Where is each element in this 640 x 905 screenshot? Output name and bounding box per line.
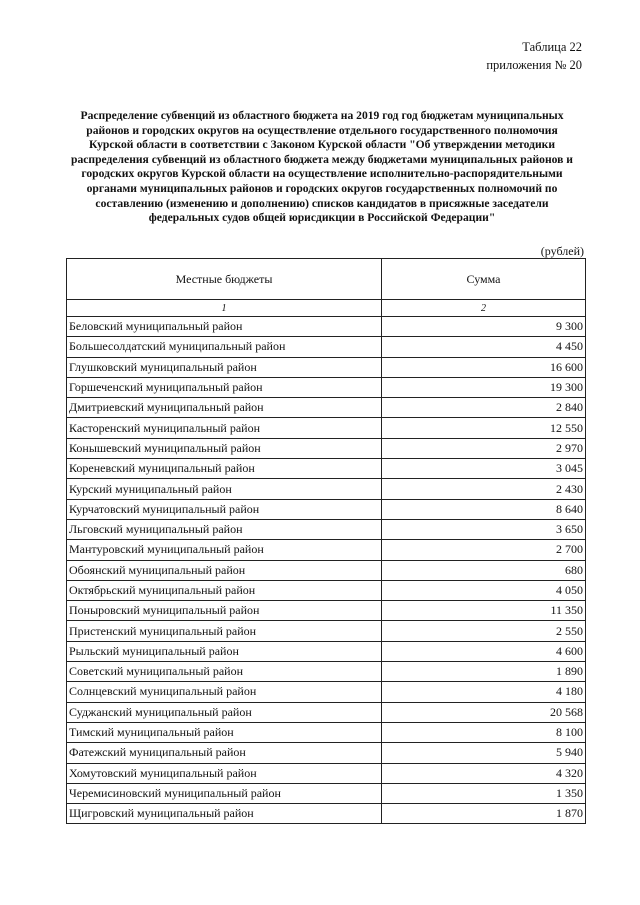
row-sum-value: 2 430 <box>382 479 586 499</box>
table-row <box>67 499 586 519</box>
row-sum-value: 4 450 <box>382 337 586 357</box>
row-budget-name: Касторенский муниципальный район <box>67 418 382 438</box>
row-budget-name: Октябрьский муниципальный район <box>67 580 382 600</box>
table-row <box>67 783 586 803</box>
row-sum-value: 3 650 <box>382 519 586 539</box>
row-budget-name: Горшеченский муниципальный район <box>67 377 382 397</box>
row-sum-value: 4 050 <box>382 580 586 600</box>
document-title <box>62 109 582 226</box>
row-sum-value: 20 568 <box>382 702 586 722</box>
row-sum-value: 8 640 <box>382 499 586 519</box>
row-budget-name: Курский муниципальный район <box>67 479 382 499</box>
table-row <box>67 763 586 783</box>
row-sum-value: 2 550 <box>382 621 586 641</box>
title-line: районов и городских округов на осуществление отдельного государственного полномочия <box>86 123 558 137</box>
row-budget-name: Беловский муниципальный район <box>67 317 382 337</box>
table-row <box>67 317 586 337</box>
row-sum-value: 5 940 <box>382 743 586 763</box>
table-row <box>67 722 586 742</box>
table-row <box>67 702 586 722</box>
table-row <box>67 580 586 600</box>
row-budget-name: Льговский муниципальный район <box>67 519 382 539</box>
row-sum-value: 12 550 <box>382 418 586 438</box>
table-number-label: Таблица 22 <box>522 40 582 54</box>
row-budget-name: Хомутовский муниципальный район <box>67 763 382 783</box>
table-row <box>67 519 586 539</box>
appendix-label: приложения № 20 <box>486 58 582 72</box>
row-budget-name: Большесолдатский муниципальный район <box>67 337 382 357</box>
title-line: Курской области в соответствии с Законом Курской области "Об утверждении методики <box>88 138 556 152</box>
row-budget-name: Конышевский муниципальный район <box>67 438 382 458</box>
table-row <box>67 601 586 621</box>
title-line: органами муниципальных районов и городских округов государственных полномочий по <box>86 181 558 195</box>
row-sum-value: 2 840 <box>382 398 586 418</box>
row-budget-name: Суджанский муниципальный район <box>67 702 382 722</box>
row-sum-value: 4 320 <box>382 763 586 783</box>
row-sum-value: 16 600 <box>382 357 586 377</box>
table-row <box>67 459 586 479</box>
column-number-row <box>67 300 586 317</box>
row-sum-value: 1 350 <box>382 783 586 803</box>
title-line: городских округов Курской области на осуществление исполнительно-распорядительными <box>81 167 563 181</box>
document-header <box>486 38 582 74</box>
table-row <box>67 804 586 824</box>
column-header-sum: Сумма <box>382 259 586 300</box>
table-row <box>67 743 586 763</box>
row-sum-value: 1 890 <box>382 662 586 682</box>
row-sum-value: 4 600 <box>382 641 586 661</box>
row-budget-name: Кореневский муниципальный район <box>67 459 382 479</box>
table-row <box>67 398 586 418</box>
unit-label: (рублей) <box>540 244 584 258</box>
row-sum-value: 4 180 <box>382 682 586 702</box>
title-line: Распределение субвенций из областного бюджета на 2019 год год бюджетам муниципальных <box>80 109 564 122</box>
table-row <box>67 560 586 580</box>
row-sum-value: 11 350 <box>382 601 586 621</box>
row-sum-value: 2 970 <box>382 438 586 458</box>
row-budget-name: Рыльский муниципальный район <box>67 641 382 661</box>
table-row <box>67 479 586 499</box>
row-sum-value: 9 300 <box>382 317 586 337</box>
row-budget-name: Обоянский муниципальный район <box>67 560 382 580</box>
column-number-1: 1 <box>67 300 382 317</box>
row-sum-value: 2 700 <box>382 540 586 560</box>
row-sum-value: 1 870 <box>382 804 586 824</box>
column-header-budgets: Местные бюджеты <box>67 259 382 300</box>
row-budget-name: Тимский муниципальный район <box>67 722 382 742</box>
table-row <box>67 662 586 682</box>
title-line: федеральных судов общей юрисдикции в Российской Федерации" <box>148 211 496 225</box>
column-number-2: 2 <box>382 300 586 317</box>
row-sum-value: 680 <box>382 560 586 580</box>
row-budget-name: Щигровский муниципальный район <box>67 804 382 824</box>
table-body <box>67 317 586 824</box>
title-line: распределения субвенций из областного бюджета между бюджетами муниципальных районов и <box>71 152 573 166</box>
row-budget-name: Дмитриевский муниципальный район <box>67 398 382 418</box>
row-budget-name: Фатежский муниципальный район <box>67 743 382 763</box>
row-budget-name: Курчатовский муниципальный район <box>67 499 382 519</box>
table-header-row <box>67 259 586 300</box>
row-budget-name: Черемисиновский муниципальный район <box>67 783 382 803</box>
table-row <box>67 621 586 641</box>
row-budget-name: Солнцевский муниципальный район <box>67 682 382 702</box>
table-row <box>67 377 586 397</box>
row-budget-name: Советский муниципальный район <box>67 662 382 682</box>
row-sum-value: 3 045 <box>382 459 586 479</box>
table-row <box>67 540 586 560</box>
row-budget-name: Поныровский муниципальный район <box>67 601 382 621</box>
row-sum-value: 8 100 <box>382 722 586 742</box>
row-sum-value: 19 300 <box>382 377 586 397</box>
row-budget-name: Пристенский муниципальный район <box>67 621 382 641</box>
title-line: составлению (изменению и дополнению) списков кандидатов в присяжные заседатели <box>95 196 549 210</box>
table-row <box>67 438 586 458</box>
table-row <box>67 357 586 377</box>
budget-table <box>66 258 586 824</box>
row-budget-name: Мантуровский муниципальный район <box>67 540 382 560</box>
table-row <box>67 418 586 438</box>
table-row <box>67 641 586 661</box>
table-row <box>67 682 586 702</box>
row-budget-name: Глушковский муниципальный район <box>67 357 382 377</box>
table-row <box>67 337 586 357</box>
